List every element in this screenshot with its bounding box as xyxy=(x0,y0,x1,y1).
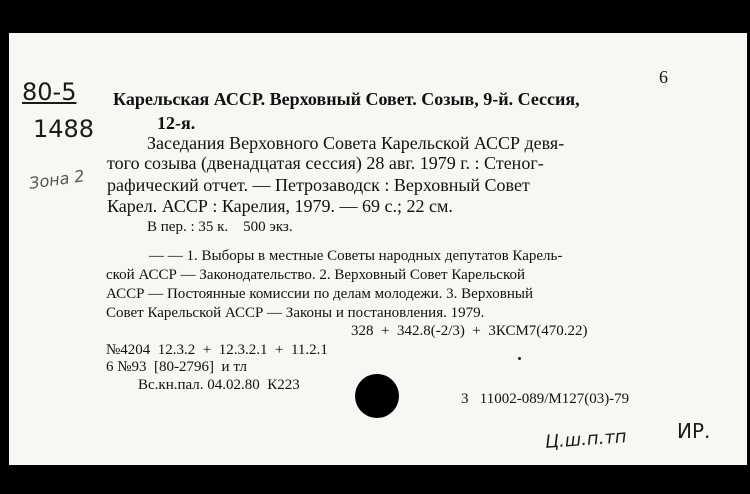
punch-hole xyxy=(355,374,399,418)
title-line-4: Карел. АССР : Карелия, 1979. — 69 с.; 22 см. xyxy=(107,196,453,216)
subject-line-4: Совет Карельской АССР — Законы и постановления. 1979. xyxy=(106,305,485,321)
heading-line-2: 12-я. xyxy=(157,113,196,133)
page-number: 6 xyxy=(659,67,668,87)
subject-line-2: ской АССР — Законодательство. 2. Верховный Совет Карельской xyxy=(106,267,526,283)
subject-line-3: АССР — Постоянные комиссии по делам молодежи. 3. Верховный xyxy=(106,286,533,302)
subject-line-1: — — 1. Выборы в местные Советы народных депутатов Карель- xyxy=(149,248,563,264)
ink-dot xyxy=(518,357,521,360)
title-line-2: того созыва (двенадцатая сессия) 28 авг. 1979 г. : Стеног- xyxy=(107,153,544,173)
register-line: Вс.кн.пал. 04.02.80 К223 xyxy=(138,377,300,393)
classification-line: 328 + 342.8(-2/3) + 3КСМ7(470.22) xyxy=(351,323,588,339)
number-line: №4204 12.3.2 + 12.3.2.1 + 11.2.1 xyxy=(106,342,328,358)
order-line: 6 №93 [80-2796] и тл xyxy=(106,359,247,375)
card-code: 3 11002-089/М127(03)-79 xyxy=(461,391,630,407)
call-number-bottom: 1488 xyxy=(33,115,95,143)
handwritten-ip-note: ИР. xyxy=(677,419,711,443)
title-line-1: Заседания Верховного Совета Карельской АССР девя- xyxy=(147,133,565,153)
call-number-top: 80-5 xyxy=(22,78,77,106)
heading-line-1: Карельская АССР. Верховный Совет. Созыв, 9-й. Сессия, xyxy=(113,89,580,109)
handwritten-bottom-note: Ц.ш.п.тп xyxy=(544,426,628,453)
title-line-3: рафический отчет. — Петрозаводск : Верховный Совет xyxy=(107,175,530,195)
price-line: В пер. : 35 к. 500 экз. xyxy=(147,219,293,235)
side-note: Зона 2 xyxy=(27,166,86,193)
